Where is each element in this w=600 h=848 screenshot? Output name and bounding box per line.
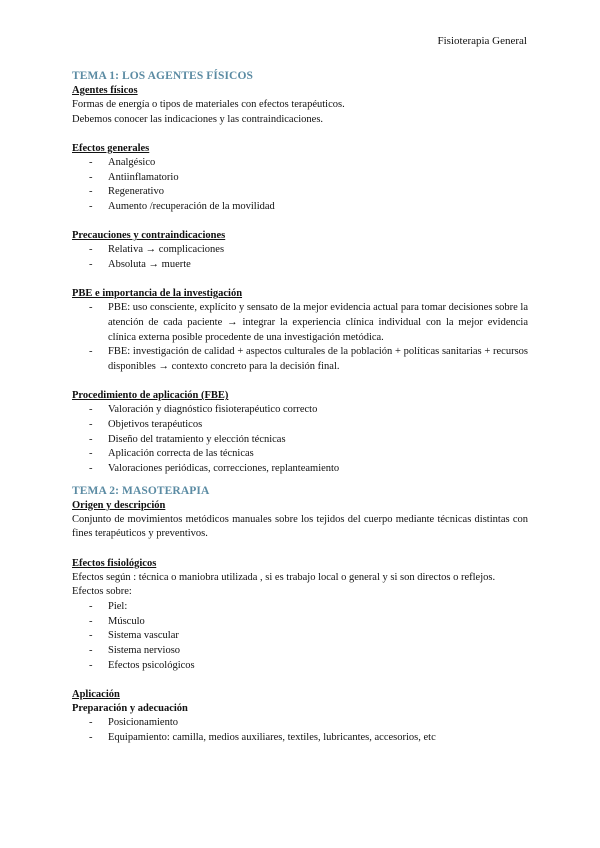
list-item: - Valoración y diagnóstico fisioterapéutico correcto	[89, 404, 318, 416]
list-item: - Analgésico	[89, 156, 156, 168]
origen-text: Conjunto de movimientos metódicos manuales sobre los tejidos del cuerpo mediante técnicas distintas con fines terapéuticos y preventivos.	[72, 513, 528, 540]
efectos-list	[72, 156, 528, 215]
list-item: - Músculo	[89, 615, 145, 627]
agentes-line: Formas de energía o tipos de materiales con efectos terapéuticos.	[72, 99, 345, 110]
list-item: - Aplicación correcta de las técnicas	[89, 448, 254, 460]
precauciones-heading: Precauciones y contraindicaciones	[72, 230, 226, 242]
list-item: - Sistema nervioso	[89, 645, 181, 657]
list-item: - Efectos psicológicos	[89, 659, 195, 671]
pbe-list	[72, 301, 528, 375]
list-item: - FBE: investigación de calidad + aspectos culturales de la población + políticas sanitarias + recursos disponibles → contexto concreto para la decisión final.	[89, 346, 528, 372]
fisiologicos-list	[72, 600, 528, 674]
list-item: - Antiinflamatorio	[89, 171, 179, 183]
list-item: - PBE: uso consciente, explícito y sensato de la mejor evidencia actual para tomar decisiones sobre la atención de cada paciente → integrar la experiencia clínica individual con la mejor evidencia clínica externa posible procedente de una investigación metódica.	[89, 302, 528, 343]
efectos-heading: Efectos generales	[72, 142, 150, 154]
list-item: - Diseño del tratamiento y elección técnicas	[89, 433, 286, 445]
list-item: - Objetivos terapéuticos	[89, 418, 203, 430]
agentes-heading: Agentes físicos	[72, 85, 138, 96]
tema2-title: TEMA 2: MASOTERAPIA	[72, 484, 210, 497]
list-item: - Absoluta → muerte	[89, 258, 191, 270]
list-item: - Valoraciones periódicas, correcciones, replanteamiento	[89, 462, 340, 474]
origen-heading: Origen y descripción	[72, 499, 166, 511]
precauciones-list	[72, 243, 528, 272]
list-item: - Regenerativo	[89, 186, 164, 198]
tema1-title: TEMA 1: LOS AGENTES FÍSICOS	[72, 70, 254, 82]
preparacion-subheading: Preparación y adecuación	[72, 702, 188, 714]
aplicacion-heading: Aplicación	[72, 688, 120, 700]
list-item: - Aumento /recuperación de la movilidad	[89, 201, 275, 213]
list-item: - Sistema vascular	[89, 630, 179, 642]
fisiologicos-line: Efectos sobre:	[72, 586, 132, 598]
list-item: - Relativa → complicaciones	[89, 244, 225, 256]
page-header: Fisioterapia General	[437, 35, 527, 47]
list-item: - Posicionamiento	[89, 716, 178, 728]
fisiologicos-heading: Efectos fisiológicos	[72, 557, 157, 569]
list-item: - Equipamiento: camilla, medios auxiliares, textiles, lubricantes, accesorios, etc	[89, 731, 436, 743]
procedimiento-list	[72, 403, 528, 477]
pbe-heading: PBE e importancia de la investigación	[72, 288, 243, 300]
list-item: - Piel:	[89, 600, 128, 612]
procedimiento-heading: Procedimiento de aplicación (FBE)	[72, 390, 229, 402]
document-body	[72, 70, 528, 745]
aplicacion-list	[72, 716, 528, 745]
agentes-line: Debemos conocer las indicaciones y las contraindicaciones.	[72, 113, 324, 125]
fisiologicos-line: Efectos según : técnica o maniobra utilizada , si es trabajo local o general y si son directos o reflejos.	[72, 571, 496, 583]
